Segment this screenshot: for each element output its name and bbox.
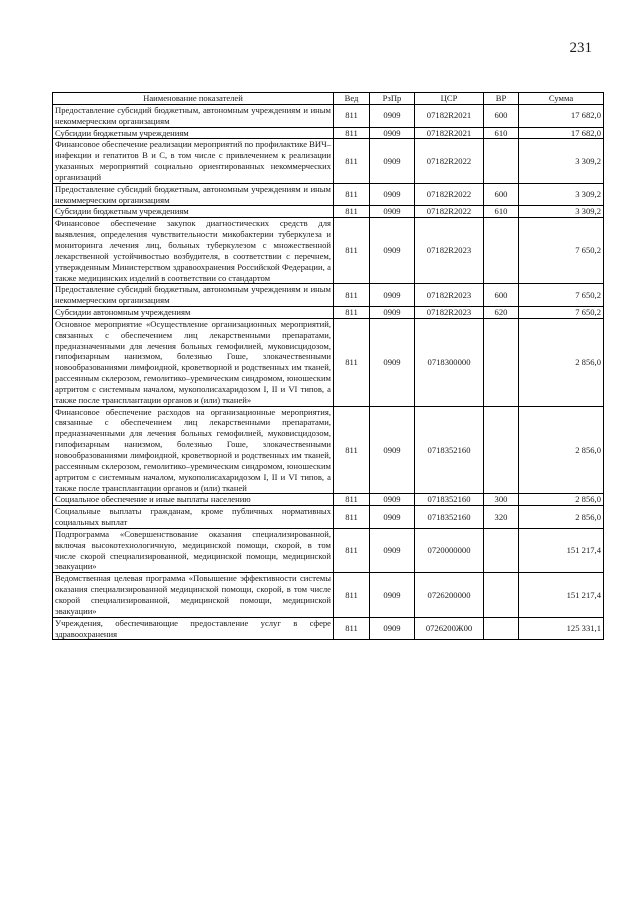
cell-rzpr: 0909 [370, 284, 415, 307]
cell-rzpr: 0909 [370, 406, 415, 494]
cell-vr [484, 617, 519, 640]
cell-ved: 811 [334, 218, 370, 284]
page-number: 231 [569, 40, 592, 56]
cell-sum: 151 217,4 [519, 573, 604, 617]
cell-vr: 300 [484, 494, 519, 506]
cell-sum: 7 650,2 [519, 284, 604, 307]
cell-ved: 811 [334, 183, 370, 206]
cell-csr: 0718352160 [415, 406, 484, 494]
cell-name: Финансовое обеспечение реализации мероприятий по профилактике ВИЧ–инфекции и гепатитов В и С, в том числе с привлечением к реализации указанных мероприятий социально ориентированных некоммерческих организаций [53, 139, 334, 183]
table-row [53, 573, 604, 617]
cell-vr [484, 318, 519, 406]
cell-ved: 811 [334, 284, 370, 307]
cell-name: Социальные выплаты гражданам, кроме публичных нормативных социальных выплат [53, 506, 334, 529]
cell-rzpr: 0909 [370, 506, 415, 529]
cell-sum: 7 650,2 [519, 307, 604, 319]
cell-vr: 600 [484, 284, 519, 307]
cell-name: Социальное обеспечение и иные выплаты населению [53, 494, 334, 506]
table-row [53, 318, 604, 406]
cell-sum: 7 650,2 [519, 218, 604, 284]
cell-csr: 0726200Ж00 [415, 617, 484, 640]
cell-ved: 811 [334, 104, 370, 127]
cell-vr [484, 573, 519, 617]
cell-rzpr: 0909 [370, 617, 415, 640]
cell-csr: 0718352160 [415, 506, 484, 529]
cell-name: Предоставление субсидий бюджетным, автономным учреждениям и иным некоммерческим организациям [53, 284, 334, 307]
cell-name: Финансовое обеспечение расходов на организационные мероприятия, связанные с обеспечением лиц лекарственными препаратами, предназначенными для лечения больных гемофилией, муковисцидозом, гипофизарным нанизмом, болезнью Гоше, злокачественными новообразованиями лимфоидной, кроветворной и родственных им тканей, рассеянным склерозом, гемолитико–уремическим синдромом, юношеским артритом с системным началом, мукополисахаридозом I, II и VI типов, а также после трансплантации органов и (или) тканей [53, 406, 334, 494]
cell-ved: 811 [334, 127, 370, 139]
cell-ved: 811 [334, 139, 370, 183]
cell-sum: 2 856,0 [519, 506, 604, 529]
cell-sum: 3 309,2 [519, 139, 604, 183]
cell-ved: 811 [334, 307, 370, 319]
header-name: Наименование показателей [53, 93, 334, 105]
cell-sum: 3 309,2 [519, 206, 604, 218]
header-csr: ЦСР [415, 93, 484, 105]
cell-csr: 07182R2022 [415, 206, 484, 218]
cell-vr: 620 [484, 307, 519, 319]
header-rzpr: РзПр [370, 93, 415, 105]
cell-csr: 07182R2023 [415, 284, 484, 307]
cell-csr: 0720000000 [415, 528, 484, 572]
cell-sum: 2 856,0 [519, 406, 604, 494]
table-row [53, 104, 604, 127]
cell-csr: 07182R2023 [415, 307, 484, 319]
cell-name: Подпрограмма «Совершенствование оказания специализированной, включая высокотехнологичную, медицинской помощи, скорой, в том числе скорой специализированной, медицинской помощи, медицинской эвакуации» [53, 528, 334, 572]
table-row [53, 127, 604, 139]
cell-vr: 320 [484, 506, 519, 529]
table-row [53, 218, 604, 284]
cell-name: Учреждения, обеспечивающие предоставление услуг в сфере здравоохранения [53, 617, 334, 640]
cell-rzpr: 0909 [370, 104, 415, 127]
cell-name: Предоставление субсидий бюджетным, автономным учреждениям и иным некоммерческим организациям [53, 183, 334, 206]
cell-csr: 0718352160 [415, 494, 484, 506]
header-ved: Вед [334, 93, 370, 105]
cell-rzpr: 0909 [370, 307, 415, 319]
cell-vr: 610 [484, 127, 519, 139]
table-row [53, 506, 604, 529]
cell-sum: 151 217,4 [519, 528, 604, 572]
table-row [53, 617, 604, 640]
cell-name: Ведомственная целевая программа «Повышение эффективности системы оказания специализированной медицинской помощи, скорой, в том числе скорой специализированной, медицинской помощи, медицинской эвакуации» [53, 573, 334, 617]
cell-sum: 2 856,0 [519, 318, 604, 406]
cell-name: Субсидии автономным учреждениям [53, 307, 334, 319]
cell-sum: 17 682,0 [519, 104, 604, 127]
budget-table [52, 92, 604, 640]
cell-name: Субсидии бюджетным учреждениям [53, 127, 334, 139]
cell-sum: 2 856,0 [519, 494, 604, 506]
cell-ved: 811 [334, 406, 370, 494]
table-row [53, 528, 604, 572]
cell-vr [484, 528, 519, 572]
cell-rzpr: 0909 [370, 494, 415, 506]
cell-name: Основное мероприятие «Осуществление организационных мероприятий, связанных с обеспечением лиц лекарственными препаратами, предназначенными для лечения больных гемофилией, муковисцидозом, гипофизарным нанизмом, болезнью Гоше, злокачественными новообразованиями лимфоидной, кроветворной и родственных им тканей, рассеянным склерозом, гемолитико–уремическим синдромом, юношеским артритом с системным началом, мукополисахаридозом I, II и VI типов, а также после трансплантации органов и (или) тканей» [53, 318, 334, 406]
cell-vr [484, 218, 519, 284]
table-header-row [53, 93, 604, 105]
cell-rzpr: 0909 [370, 218, 415, 284]
cell-vr [484, 139, 519, 183]
header-vr: ВР [484, 93, 519, 105]
table-row [53, 183, 604, 206]
cell-name: Предоставление субсидий бюджетным, автономным учреждениям и иным некоммерческим организациям [53, 104, 334, 127]
cell-csr: 07182R2023 [415, 218, 484, 284]
cell-vr: 600 [484, 183, 519, 206]
table-row [53, 139, 604, 183]
cell-ved: 811 [334, 573, 370, 617]
cell-ved: 811 [334, 318, 370, 406]
cell-vr: 610 [484, 206, 519, 218]
cell-ved: 811 [334, 206, 370, 218]
table-body [53, 104, 604, 640]
cell-rzpr: 0909 [370, 318, 415, 406]
table-row [53, 307, 604, 319]
cell-name: Финансовое обеспечение закупок диагностических средств для выявления, определения чувствительности микобактерии туберкулеза и мониторинга лечения лиц, больных туберкулезом с множественной лекарственной устойчивостью возбудителя, в соответствии с перечнем, утвержденным Министерством здравоохранения Российской Федерации, а также медицинских изделий в соответствии со стандартом [53, 218, 334, 284]
cell-name: Субсидии бюджетным учреждениям [53, 206, 334, 218]
cell-csr: 07182R2022 [415, 139, 484, 183]
cell-sum: 125 331,1 [519, 617, 604, 640]
table-row [53, 406, 604, 494]
cell-rzpr: 0909 [370, 139, 415, 183]
table-row [53, 284, 604, 307]
cell-vr: 600 [484, 104, 519, 127]
header-sum: Сумма [519, 93, 604, 105]
cell-ved: 811 [334, 494, 370, 506]
cell-ved: 811 [334, 528, 370, 572]
cell-sum: 17 682,0 [519, 127, 604, 139]
cell-vr [484, 406, 519, 494]
cell-csr: 0726200000 [415, 573, 484, 617]
table-row [53, 494, 604, 506]
cell-ved: 811 [334, 506, 370, 529]
cell-sum: 3 309,2 [519, 183, 604, 206]
cell-rzpr: 0909 [370, 183, 415, 206]
cell-rzpr: 0909 [370, 206, 415, 218]
cell-csr: 07182R2021 [415, 127, 484, 139]
cell-rzpr: 0909 [370, 528, 415, 572]
cell-rzpr: 0909 [370, 573, 415, 617]
cell-ved: 811 [334, 617, 370, 640]
cell-csr: 07182R2021 [415, 104, 484, 127]
cell-csr: 0718300000 [415, 318, 484, 406]
cell-rzpr: 0909 [370, 127, 415, 139]
cell-csr: 07182R2022 [415, 183, 484, 206]
table-row [53, 206, 604, 218]
